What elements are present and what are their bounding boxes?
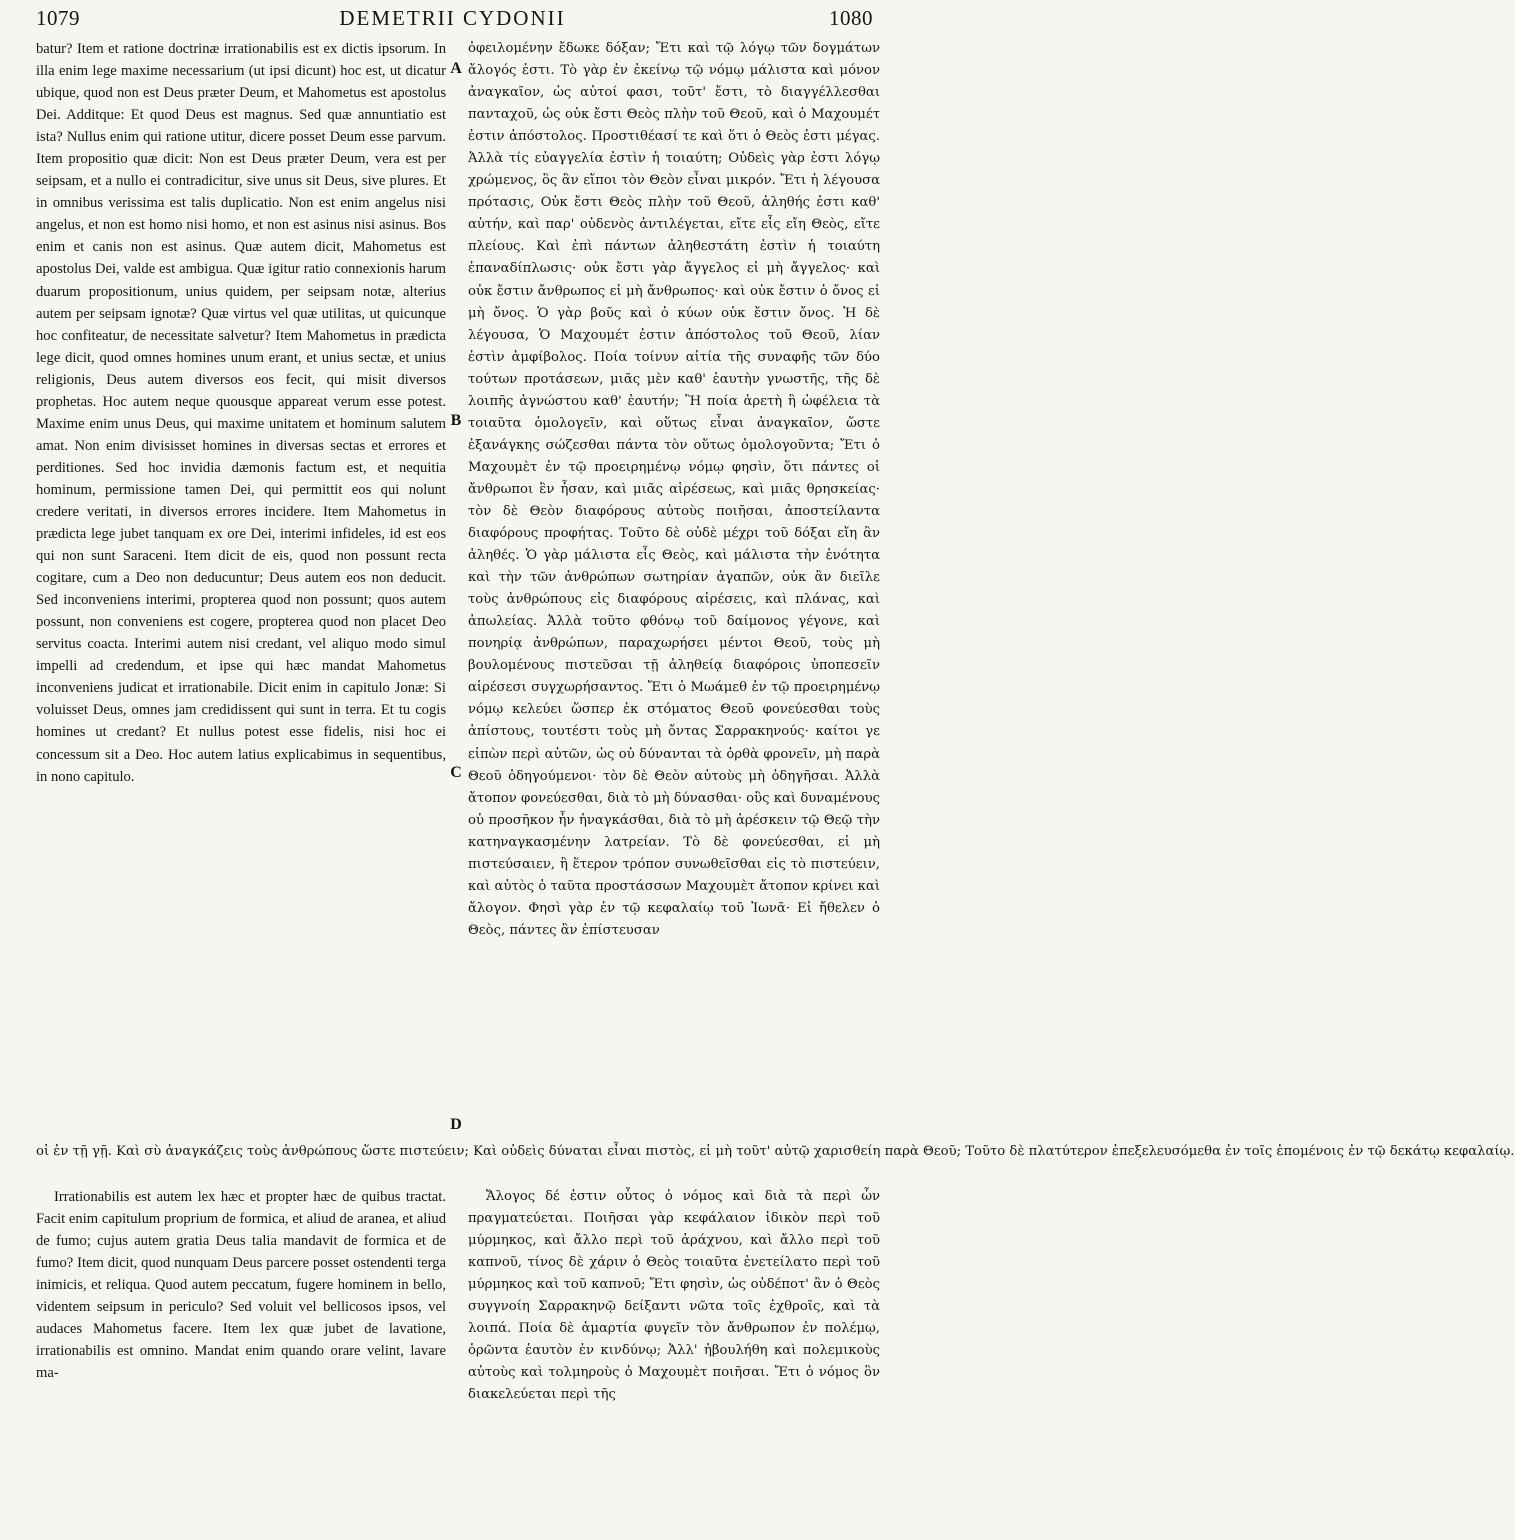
- latin-paragraph: batur? Item et ratione doctrinæ irrationabilis est ex dictis ipsorum. In illa enim lege maxime necessarium (ut ipsi dicunt) hoc est, ut dicatur ubique, quod non est Deus præter Deum, et Mahometus est apostolus Dei. Additque: Et quod Deus est magnus. Sed quæ annuntiatio est ista? Nullus enim qui ratione utitur, dicere posset Deum esse parvum. Item propositio quæ dicit: Non est Deus præter Deum, vera est per seipsam, et a nullo ei contradicitur, sive unus sit Deus, sive plures. Et in omnibus verissima est talis duplicatio. Non est enim angelus nisi angelus, et non est homo nisi homo, et non est asinus nisi asinus. Bos enim et canis non est asinus. Quæ autem dicit, Mahometus est apostolus Dei, valde est ambigua. Quæ igitur ratio connexionis harum duarum propositionum, unius quidem, per seipsam notæ, alterius autem per seipsam ignotæ? Quæ virtus vel quæ utilitas, ut quicunque hoc confiteatur, de necessitate salvetur? Item Mahometus in prædicta lege dicit, quod omnes homines unum erant, et unius sectæ, et unius religionis, Deus autem diversos eos fecit, qui misit diversos prophetas. Hoc autem neque quousque appareat verum esse potest. Maxime enim unus Deus, qui maxime unitatem et hominum salutem amat. Non enim divisisset homines in diversas sectas et errores et perditiones. Sed hoc invidia dæmonis factum est, et nequitia hominum, permissione tamen Dei, qui permittit eos qui nolunt credere veritati, in diversos errores incidere. Item Mahometus in prædicta lege jubet tanquam ex ore Dei, interimi infideles, id est eos qui non sunt Saraceni. Item dicit de eis, quod non possunt recta cogitare, cum a Deo non deducuntur; Deus autem eos non deducit. Sed inconveniens interimi, propterea quod non possunt; quos autem possunt, non conveniens est cogere, propterea quod non placet Deo servitus coacta. Interimi autem nisi credant, vel aliquo modo simul impelli ad credendum, et ipse qui hæc mandat Mahometus inconveniens judicat et irrationabile. Dicit enim in capitulo Jonæ: Si voluisset Deus, omnes jam credidissent qui sunt in terra. Et tu cogis homines ut credant? Et nullus potest esse fidelis, nisi hoc ei concessum sit a Deo. Hoc autem latius explicabimus in sequentibus, in nono capitulo.: [36, 41, 446, 785]
- latin-column: [36, 38, 446, 1138]
- section-marker-b: B: [450, 412, 462, 429]
- section-marker-c: C: [450, 764, 462, 781]
- greek-paragraph-lower: Ἄλογος δέ ἐστιν οὗτος ὁ νόμος καὶ διὰ τὰ περὶ ὧν πραγματεύεται. Ποιῆσαι γὰρ κεφάλαιον ἰδικὸν περὶ τοῦ μύρμηκος, καὶ ἄλλο περὶ τοῦ ἀράχνου, καὶ ἄλλο περὶ τοῦ καπνοῦ, τίνος δὲ χάριν ὁ Θεὸς τοιαῦτα ἐνετείλατο περὶ τοῦ μύρμηκος καὶ τοῦ καπνοῦ; Ἔτι φησὶν, ὡς οὐδέποτ' ἂν ὁ Θεὸς συγγνοίη Σαρρακηνῷ δείξαντι νῶτα τοῖς ἐχθροῖς, καὶ τὰ λοιπά. Ποία δὲ ἁμαρτία φυγεῖν τὸν ἄνθρωπον ἐν πολέμῳ, ὁρῶντα ἑαυτὸν ἐν κινδύνῳ; Ἀλλ' ἠβουλήθη καὶ πολεμικοὺς αὐτοὺς καὶ τολμηροὺς ὁ Μαχουμὲτ ποιῆσαι. Ἔτι ὁ νόμος ὃν διακελεύεται περὶ τῆς: [468, 1189, 880, 1403]
- greek-column-lower: [468, 1186, 880, 1531]
- running-title: DEMETRII CYDONII: [339, 6, 566, 30]
- page-number-right: 1080: [829, 6, 873, 30]
- greek-column: [468, 38, 880, 1138]
- section-marker-a: A: [450, 60, 462, 77]
- page-header: [32, 6, 873, 40]
- greek-bridge-line: οἱ ἐν τῇ γῇ. Καὶ σὺ ἀναγκάζεις τοὺς ἀνθρώπους ὥστε πιστεύειν; Καὶ οὐδεὶς δύναται εἶναι πιστὸς, εἰ μὴ τοῦτ' αὐτῷ χαρισθείη παρὰ Θεοῦ; Τοῦτο δὲ πλατύτερον ἐπεξελευσόμεθα ἐν τοῖς ἑπομένοις ἐν τῷ δεκάτῳ κεφαλαίῳ.: [36, 1144, 1515, 1159]
- section-marker-d: D: [450, 1116, 462, 1133]
- page-number-left: 1079: [36, 6, 80, 30]
- latin-paragraph-lower: Irrationabilis est autem lex hæc et propter hæc de quibus tractat. Facit enim capitulum proprium de formica, et aliud de aranea, et aliud de fumo; cujus autem gratia Deus talia mandavit de formica et de fumo? Item dicit, quod nunquam Deus parcere posset ostendenti terga inimicis, et reliqua. Quod autem peccatum, fugere hominem in bello, videntem seipsum in periculo? Sed voluit vel bellicosos ipsos, vel audaces Mahometus facere. Item lex quæ jubet de lavatione, irrationabilis est omnino. Mandat enim quando orare velint, lavare ma-: [36, 1189, 446, 1382]
- latin-column-lower: [36, 1186, 446, 1531]
- greek-paragraph: ὀφειλομένην ἔδωκε δόξαν; Ἔτι καὶ τῷ λόγῳ τῶν δογμάτων ἄλογός ἐστι. Τὸ γὰρ ἐν ἐκείνῳ τῷ νόμῳ μάλιστα καὶ μόνον ἀναγκαῖον, ὡς αὐτοί φασι, τοῦτ' ἔστι, τὸ διαγγέλλεσθαι πανταχοῦ, ὡς οὐκ ἔστι Θεὸς πλὴν τοῦ Θεοῦ, καὶ ὁ Μαχουμέτ ἐστιν ἀπόστολος. Προστιθέασί τε καὶ ὅτι ὁ Θεὸς ἐστι μέγας. Ἀλλὰ τίς εὐαγγελία ἐστὶν ἡ τοιαύτη; Οὐδεὶς γὰρ ἐστι λόγῳ χρώμενος, ὃς ἂν εἴποι τὸν Θεὸν εἶναι μικρόν. Ἔτι ἡ λέγουσα πρότασις, Οὐκ ἔστι Θεὸς πλὴν τοῦ Θεοῦ, ἀληθής ἐστι καθ' αὑτήν, καὶ παρ' οὐδενὸς ἀντιλέγεται, εἴτε εἷς εἴη Θεὸς, εἴτε πλείους. Καὶ ἐπὶ πάντων ἀληθεστάτη ἐστὶν ἡ τοιαύτη ἐπαναδίπλωσις· οὐκ ἔστι γὰρ ἄγγελος εἰ μὴ ἄγγελος· καὶ οὐκ ἔστιν ἄνθρωπος εἰ μὴ ἄνθρωπος· καὶ οὐκ ἔστιν ὁ ὄνος εἰ μὴ ὄνος. Ὁ γὰρ βοῦς καὶ ὁ κύων οὐκ ἔστιν ὄνος. Ἡ δὲ λέγουσα, Ὁ Μαχουμέτ ἐστιν ἀπόστολος τοῦ Θεοῦ, λίαν ἐστὶν ἀμφίβολος. Ποία τοίνυν αἰτία τῆς συναφῆς τῶν δύο τούτων προτάσεων, μιᾶς μὲν καθ' ἑαυτὴν γνωστῆς, τῆς δὲ λοιπῆς ἀγνώστου καθ' ἑαυτήν; Ἢ ποία ἀρετὴ ἢ ὠφέλεια τὰ τοιαῦτα ὁμολογεῖν, καὶ οὕτως εἶναι ἀναγκαῖον, ὥστε ἐξανάγκης σώζεσθαι πάντα τὸν οὕτως ὁμολογοῦντα; Ἔτι ὁ Μαχουμὲτ ἐν τῷ προειρημένῳ νόμῳ φησὶν, ὅτι πάντες οἱ ἄνθρωποι ἓν ἦσαν, καὶ μιᾶς αἱρέσεως, καὶ μιᾶς θρησκείας· τὸν δὲ Θεὸν διαφόρους αὐτοὺς ποιῆσαι, ἀποστείλαντα διαφόρους προφήτας. Τοῦτο δὲ οὐδὲ μέχρι τοῦ δόξαι εἴη ἂν ἀληθές. Ὁ γὰρ μάλιστα εἷς Θεὸς, καὶ μάλιστα τὴν ἑνότητα καὶ τὴν τῶν ἀνθρώπων σωτηρίαν ἀγαπῶν, οὐκ ἂν διεῖλε τοὺς ἀνθρώπους εἰς διαφόρους αἱρέσεις, καὶ πλάνας, καὶ ἀπωλείας. Ἀλλὰ τοῦτο φθόνῳ τοῦ δαίμονος γέγονε, καὶ πονηρίᾳ ἀνθρώπων, παραχωρήσει μέντοι Θεοῦ, τοὺς μὴ βουλομένους πιστεῦσαι τῇ ἀληθείᾳ διαφόροις ὑποπεσεῖν αἱρέσεσι συγχωρήσαντος. Ἔτι ὁ Μωάμεθ ἐν τῷ προειρημένῳ νόμῳ κελεύει ὥσπερ ἐκ στόματος Θεοῦ φονεύεσθαι τοὺς ἀπίστους, τουτέστι τοὺς μὴ ὄντας Σαρρακηνούς· καίτοι γε εἰπὼν περὶ αὐτῶν, ὡς οὐ δύνανται τὰ ὀρθὰ φρονεῖν, μὴ παρὰ Θεοῦ ὁδηγούμενοι· τὸν δὲ Θεὸν αὐτοὺς μὴ ὁδηγῆσαι. Ἀλλὰ ἄτοπον φονεύεσθαι, διὰ τὸ μὴ δύνασθαι· οὓς καὶ δυναμένους οὐ προσῆκον ἦν ἠναγκάσθαι, διὰ τὸ μὴ ἀρέσκειν τῷ Θεῷ τὴν κατηναγκασμένην λατρείαν. Τὸ δὲ φονεύεσθαι, εἰ μὴ πιστεύσαιεν, ἢ ἕτερον τρόπον συνωθεῖσθαι εἰς τὸ πιστεύειν, καὶ αὐτὸς ὁ ταῦτα προστάσσων Μαχουμὲτ ἄτοπον κρίνει καὶ ἄλογον. Φησὶ γὰρ ἐν τῷ κεφαλαίῳ τοῦ Ἰωνᾶ· Εἰ ἤθελεν ὁ Θεὸς, πάντες ἂν ἐπίστευσαν: [468, 41, 880, 938]
